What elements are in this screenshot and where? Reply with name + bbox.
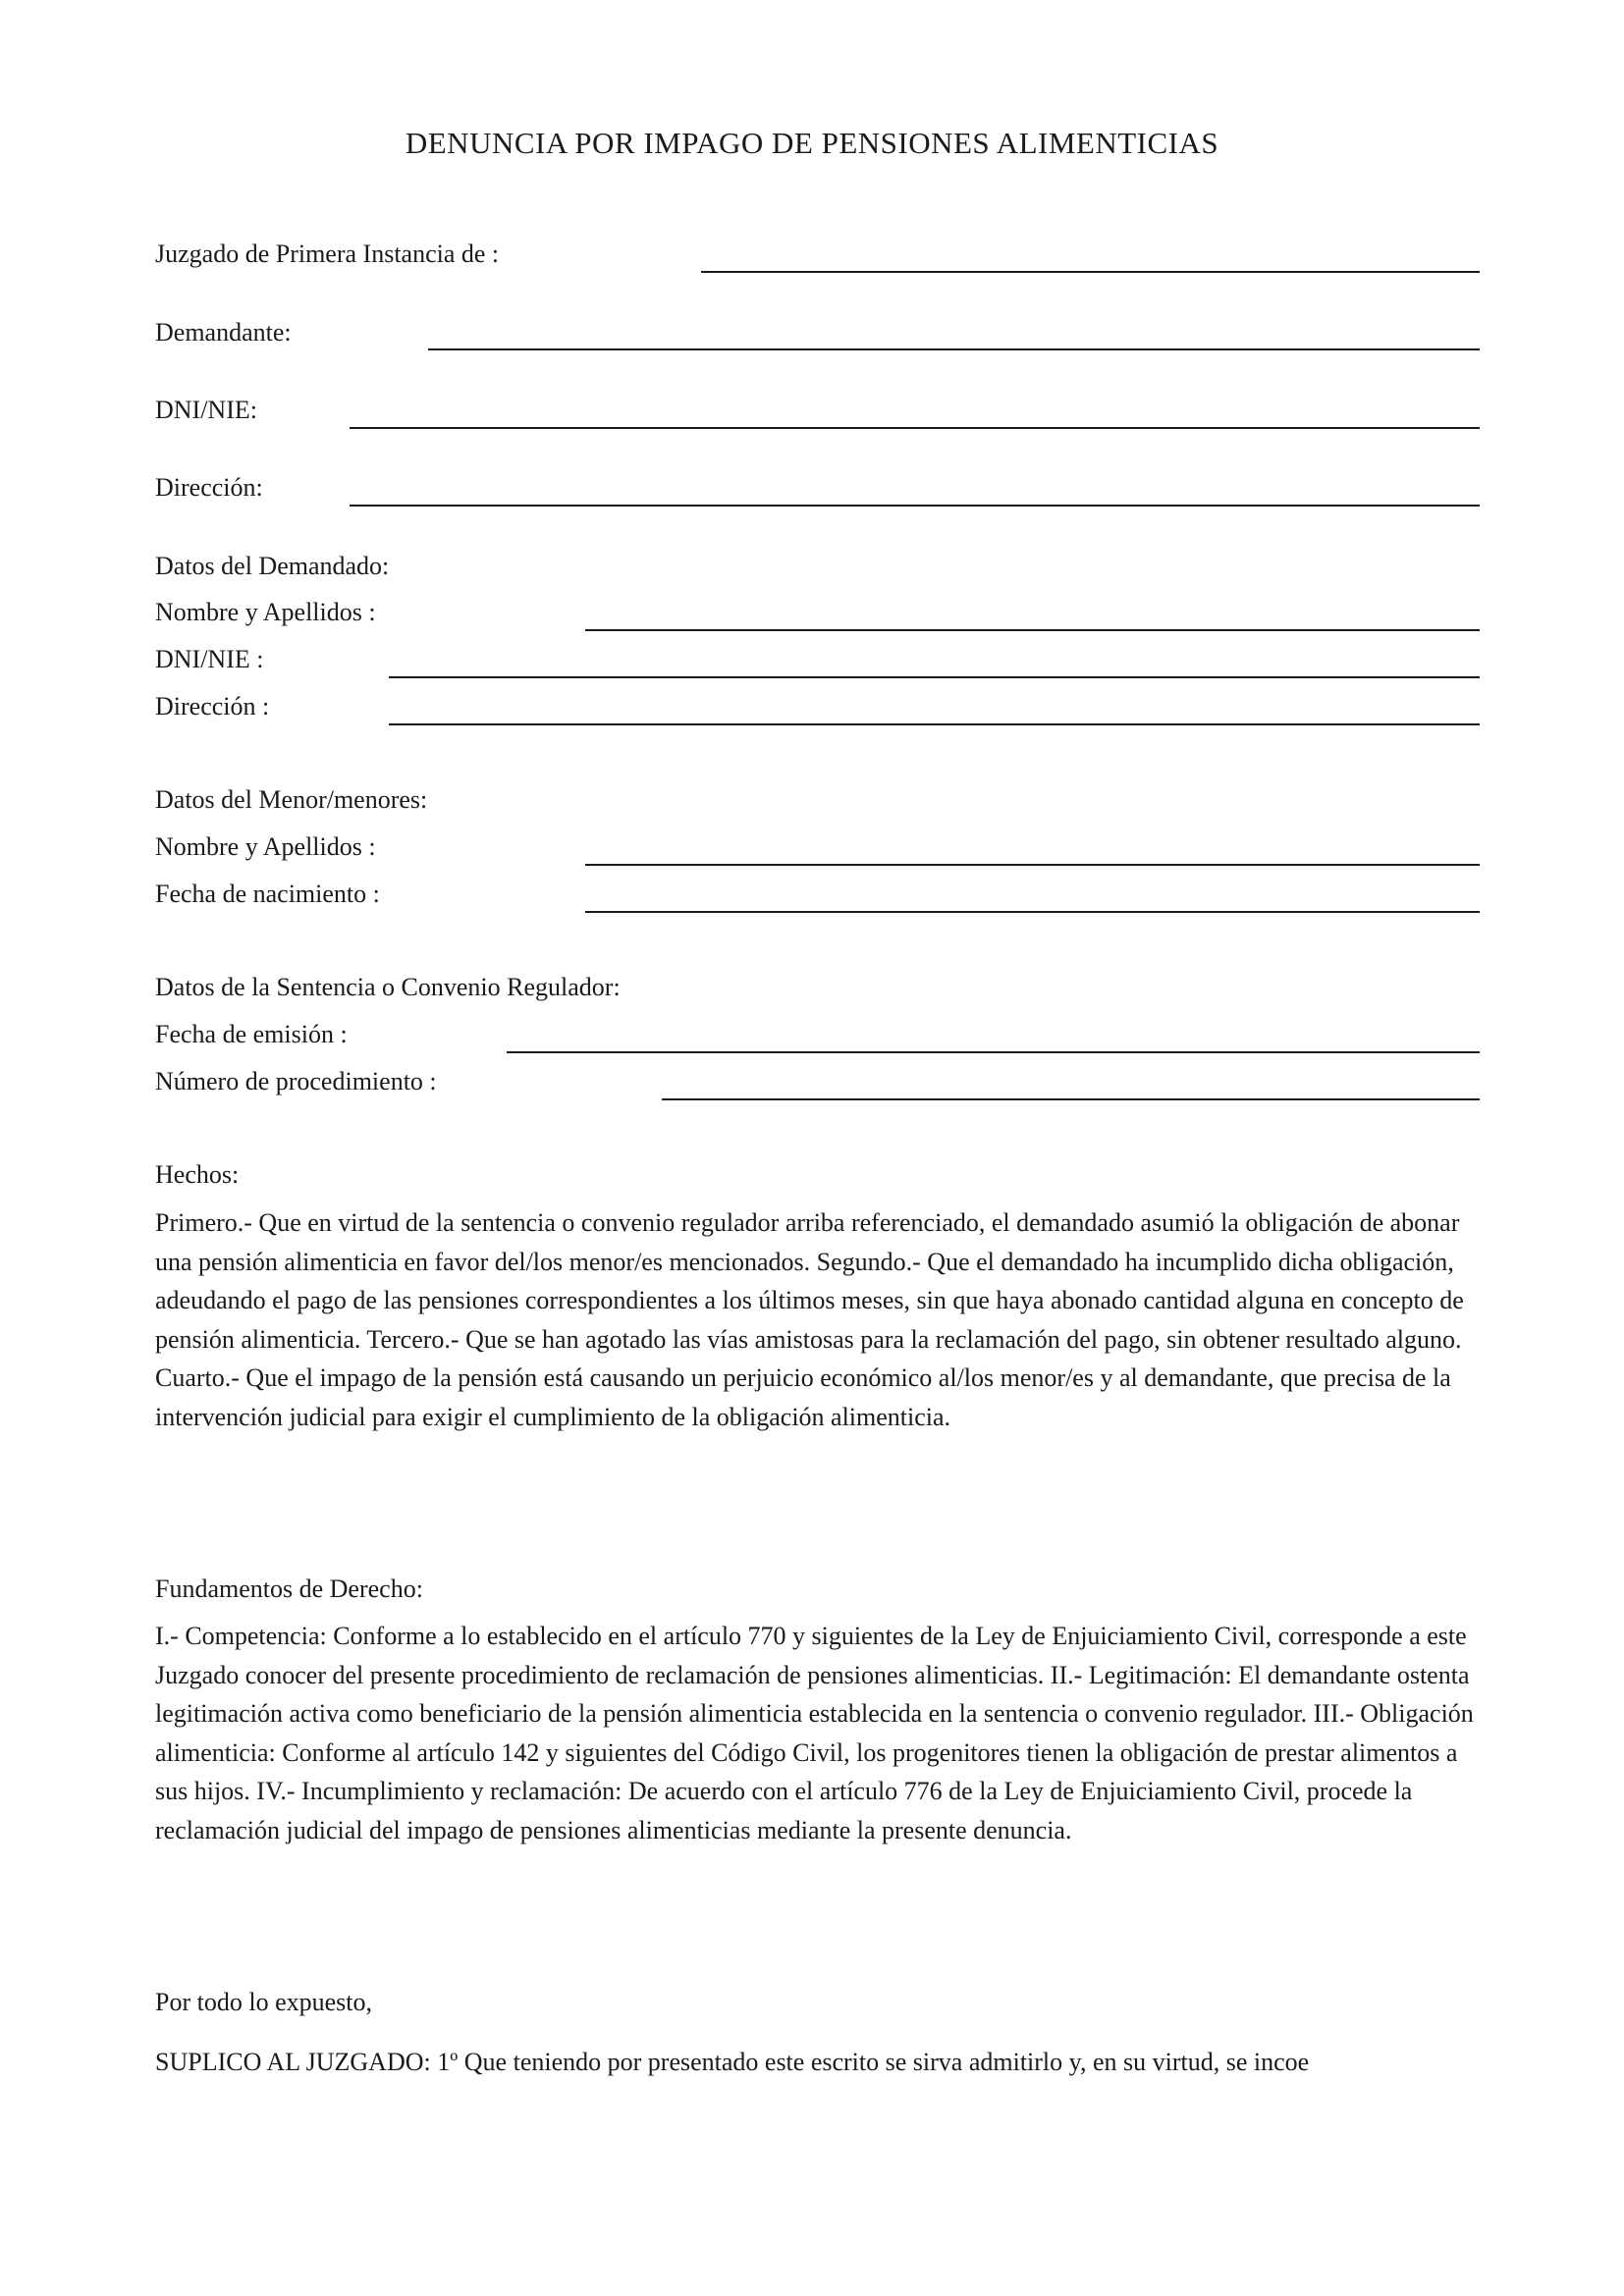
document-title: DENUNCIA POR IMPAGO DE PENSIONES ALIMENTICIAS [405, 126, 1219, 160]
procedure-number-field[interactable] [662, 1098, 1480, 1100]
closing-plea: SUPLICO AL JUZGADO: 1º Que teniendo por presentado este escrito se sirva admitirlo y, en su virtud, se incoe [155, 2048, 1310, 2076]
defendant-id-label: DNI/NIE : [155, 645, 264, 673]
minor-birthdate-field[interactable] [585, 911, 1480, 913]
ruling-date-label: Fecha de emisión : [155, 1020, 348, 1048]
plaintiff-label: Demandante: [155, 318, 292, 347]
minor-name-label: Nombre y Apellidos : [155, 832, 376, 861]
closing-intro: Por todo lo expuesto, [155, 1988, 372, 2016]
plaintiff-field[interactable] [428, 348, 1480, 350]
court-label: Juzgado de Primera Instancia de : [155, 240, 500, 268]
defendant-name-field[interactable] [585, 629, 1480, 631]
court-field[interactable] [701, 271, 1480, 273]
minors-heading: Datos del Menor/menores: [155, 785, 428, 814]
plaintiff-id-field[interactable] [350, 427, 1480, 429]
ruling-date-field[interactable] [507, 1051, 1480, 1053]
facts-heading: Hechos: [155, 1160, 240, 1189]
ruling-heading: Datos de la Sentencia o Convenio Regulador: [155, 973, 621, 1001]
legal-grounds-text: I.- Competencia: Conforme a lo establecido en el artículo 770 y siguientes de la Ley de Enjuiciamiento Civil, corresponde a este Juzgado conocer del presente procedimiento de reclamación de pensiones alimenticias. II.- Legitimación: El demandante ostenta legitimación activa como beneficiario de la pensión alimenticia establecida en la sentencia o convenio regulador. III.- Obligación alimenticia: Conforme al artículo 142 y siguientes del Código Civil, los progenitores tienen la obligación de prestar alimentos a sus hijos. IV.- Incumplimiento y reclamación: De acuerdo con el artículo 776 de la Ley de Enjuiciamiento Civil, procede la reclamación judicial del impago de pensiones alimenticias mediante la presente denuncia. [155, 1622, 1474, 1844]
plaintiff-id-label: DNI/NIE: [155, 396, 257, 424]
defendant-address-label: Dirección : [155, 692, 270, 721]
defendant-address-field[interactable] [389, 723, 1480, 725]
minor-birthdate-label: Fecha de nacimiento : [155, 880, 380, 908]
defendant-name-label: Nombre y Apellidos : [155, 598, 376, 626]
minor-name-field[interactable] [585, 864, 1480, 866]
plaintiff-address-label: Dirección: [155, 473, 263, 502]
defendant-heading: Datos del Demandado: [155, 552, 390, 580]
facts-text: Primero.- Que en virtud de la sentencia o convenio regulador arriba referenciado, el demandado asumió la obligación de abonar una pensión alimenticia en favor del/los menor/es mencionados. Segundo.- Que el demandado ha incumplido dicha obligación, adeudando el pago de las pensiones correspondientes a los últimos meses, sin que haya abonado cantidad alguna en concepto de pensión alimenticia. Tercero.- Que se han agotado las vías amistosas para la reclamación del pago, sin obtener resultado alguno. Cuarto.- Que el impago de la pensión está causando un perjuicio económico al/los menor/es y al demandante, que precisa de la intervención judicial para exigir el cumplimiento de la obligación alimenticia. [155, 1208, 1464, 1431]
legal-grounds-heading: Fundamentos de Derecho: [155, 1575, 423, 1603]
plaintiff-address-field[interactable] [350, 505, 1480, 507]
procedure-number-label: Número de procedimiento : [155, 1067, 437, 1095]
defendant-id-field[interactable] [389, 676, 1480, 678]
